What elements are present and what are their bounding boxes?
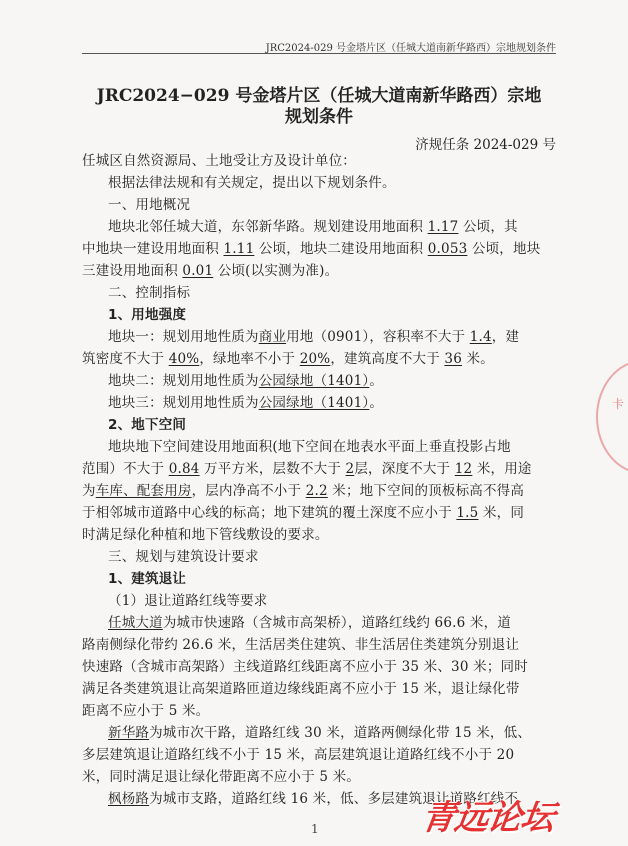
underground-line-4: 于相邻城市道路中心线的标高；地下建筑的覆土深度不应小于 1.5 米，同 xyxy=(82,505,525,521)
road-2-line-1: 新华路为城市次干路，道路红线 30 米，道路两侧绿化带 15 米，低、 xyxy=(108,725,532,741)
section-2-heading: 二、控制指标 xyxy=(108,285,191,301)
official-stamp xyxy=(596,360,628,474)
s1-line-2: 中地块一建设用地面积 1.11 公顷，地块二建设用地面积 0.053 公顷，地块 xyxy=(82,241,541,257)
road-3-line-1: 枫杨路为城市支路，道路红线 16 米，低、多层建筑退让道路红线不 xyxy=(108,791,519,807)
running-header: JRC2024-029 号金塔片区（任城大道南新华路西）宗地规划条件 xyxy=(265,43,556,54)
plot-2-line: 地块二：规划用地性质为公园绿地（1401）。 xyxy=(108,373,384,389)
forum-watermark: 青远论坛 xyxy=(418,798,557,838)
plot-1-line-1: 地块一：规划用地性质为商业用地（0901），容积率不大于 1.4，建 xyxy=(108,329,520,345)
plot-3-line: 地块三：规划用地性质为公园绿地（1401）。 xyxy=(108,395,384,411)
road-1-line-4: 满足各类建筑退让高架道路匝道边缘线距离不应小于 15 米，退让绿化带 xyxy=(82,681,520,697)
header-rule xyxy=(82,53,556,54)
document-title xyxy=(82,86,556,128)
stamp-text: 卡 xyxy=(612,397,625,411)
s2-sub-1: 1、用地强度 xyxy=(108,307,187,323)
s3-sub-1a: （1）退让道路红线等要求 xyxy=(108,593,268,609)
road-1-line-5: 距离不应小于 5 米。 xyxy=(82,703,210,719)
plot-1-line-2: 筑密度不大于 40%，绿地率不小于 20%，建筑高度不大于 36 米。 xyxy=(82,351,494,367)
underground-line-5: 时满足绿化种植和地下管线敷设的要求。 xyxy=(82,527,329,543)
section-1-heading: 一、用地概况 xyxy=(108,197,191,213)
addressee: 任城区自然资源局、土地受让方及设计单位： xyxy=(82,153,356,169)
s1-line-3: 三建设用地面积 0.01 公顷(以实测为准)。 xyxy=(82,263,339,279)
section-3-heading: 三、规划与建筑设计要求 xyxy=(108,549,259,565)
page-number: 1 xyxy=(311,822,319,836)
underground-line-1: 地块地下空间建设用地面积(地下空间在地表水平面上垂直投影占地 xyxy=(108,439,511,455)
road-1-line-2: 路南侧绿化带约 26.6 米，生活居类住建筑、非生活居住类建筑分别退让 xyxy=(82,637,520,653)
title-line-1: JRC2024−029 号金塔片区（任城大道南新华路西）宗地 xyxy=(96,86,542,106)
road-2-line-2: 多层建筑退让道路红线不小于 15 米，高层建筑退让道路红线不小于 20 xyxy=(82,747,515,763)
underground-line-2: 范围）不大于 0.84 万平方米，层数不大于 2层，深度不大于 12 米，用途 xyxy=(82,461,532,477)
document-number: 济规任条 2024-029 号 xyxy=(415,137,556,153)
road-1-line-1: 任城大道为城市快速路（含城市高架桥），道路红线约 66.6 米，道 xyxy=(108,615,512,631)
s3-sub-1: 1、建筑退让 xyxy=(108,571,187,587)
s2-sub-2: 2、地下空间 xyxy=(108,417,187,433)
road-2-line-3: 米，同时满足退让绿化带距离不应小于 5 米。 xyxy=(82,769,361,785)
road-1-line-3: 快速路（含城市高架路）主线道路红线距离不应小于 35 米、30 米；同时 xyxy=(82,659,528,675)
underground-line-3: 为车库、配套用房，层内净高不小于 2.2 米；地下空间的顶板标高不得高 xyxy=(82,483,525,499)
intro: 根据法律法规和有关规定，提出以下规划条件。 xyxy=(108,175,396,191)
s1-line-1: 地块北邻任城大道，东邻新华路。规划建设用地面积 1.17 公顷，其 xyxy=(108,219,518,235)
title-line-2: 规划条件 xyxy=(285,107,353,127)
